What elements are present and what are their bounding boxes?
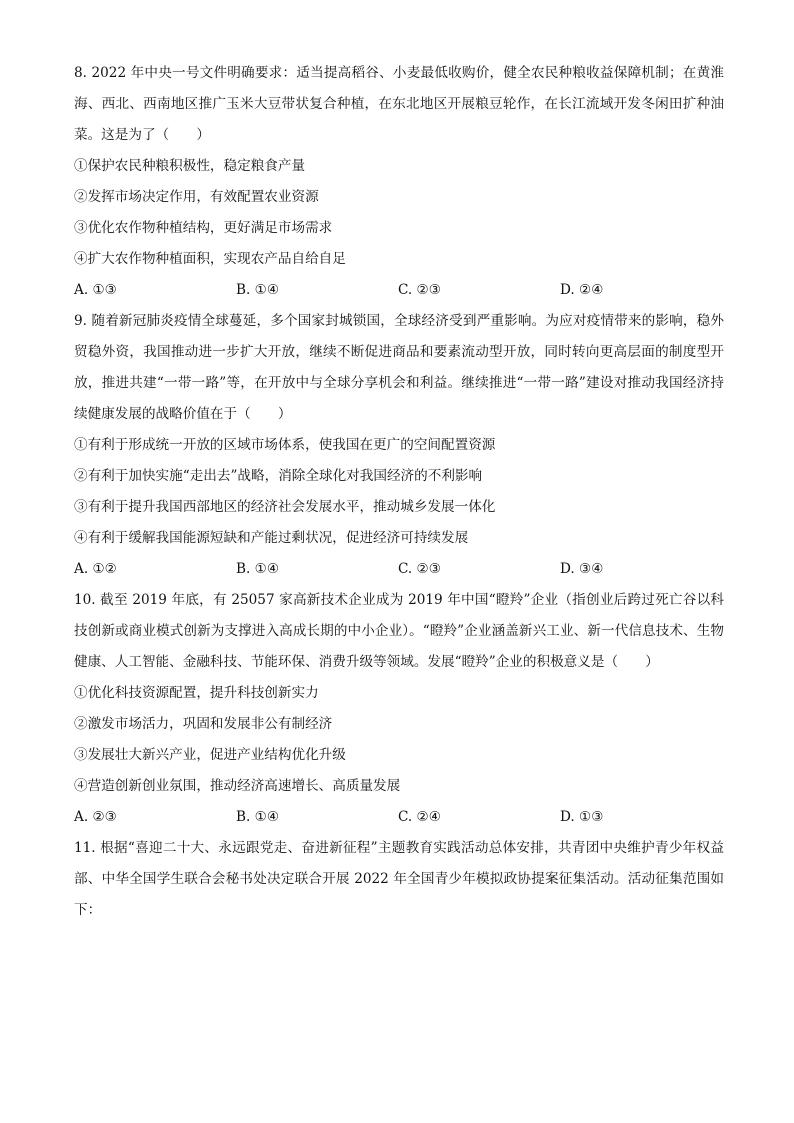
choice-a: A. ①③ bbox=[74, 282, 117, 298]
answer-choices bbox=[74, 554, 724, 585]
choice-a: A. ②③ bbox=[74, 809, 117, 825]
question-9 bbox=[74, 306, 724, 585]
question-stem: 10. 截至 2019 年底，有 25057 家高新技术企业成为 2019 年中国“瞪羚”企业（指创业后跨过死亡谷以科技创新或商业模式创新为支撑进入高成长期的中小企业）。“瞪羚”企业涵盖新兴工业、新一代信息技术、生物健康、人工智能、金融科技、节能环保、消费升级等领域。发展“瞪羚”企业的积极意义是（ ） bbox=[74, 592, 724, 670]
choice-d: D. ①③ bbox=[560, 809, 604, 825]
choice-c: C. ②③ bbox=[398, 561, 441, 577]
statement-option: ③发展壮大新兴产业，促进产业结构优化升级 bbox=[74, 747, 346, 763]
statement-option: ②有利于加快实施“走出去”战略，消除全球化对我国经济的不利影响 bbox=[74, 468, 483, 484]
statement-option: ④扩大农作物种植面积，实现农产品自给自足 bbox=[74, 251, 346, 267]
statement-option: ④营造创新创业氛围，推动经济高速增长、高质量发展 bbox=[74, 778, 401, 794]
exam-page bbox=[74, 58, 724, 926]
choice-b: B. ①④ bbox=[236, 561, 280, 577]
question-stem: 9. 随着新冠肺炎疫情全球蔓延，多个国家封城锁国，全球经济受到严重影响。为应对疫情带来的影响，稳外贸稳外资，我国推动进一步扩大开放，继续不断促进商品和要素流动型开放，同时转向更高层面的制度型开放，推进共建“一带一路”等，在开放中与全球分享机会和利益。继续推进“一带一路”建设对推动我国经济持续健康发展的战略价值在于（ ） bbox=[74, 313, 724, 422]
choice-d: D. ②④ bbox=[560, 282, 604, 298]
statement-option: ①优化科技资源配置，提升科技创新实力 bbox=[74, 685, 319, 701]
question-11 bbox=[74, 833, 724, 926]
statement-option: ①保护农民种粮积极性，稳定粮食产量 bbox=[74, 158, 306, 174]
choice-d: D. ③④ bbox=[560, 561, 604, 577]
statement-option: ③有利于提升我国西部地区的经济社会发展水平，推动城乡发展一体化 bbox=[74, 499, 496, 515]
choice-b: B. ①④ bbox=[236, 282, 280, 298]
choice-c: C. ②③ bbox=[398, 282, 441, 298]
statement-option: ②激发市场活力，巩固和发展非公有制经济 bbox=[74, 716, 333, 732]
choice-c: C. ②④ bbox=[398, 809, 441, 825]
choice-a: A. ①② bbox=[74, 561, 117, 577]
statement-option: ④有利于缓解我国能源短缺和产能过剩状况，促进经济可持续发展 bbox=[74, 530, 469, 546]
question-8 bbox=[74, 58, 724, 306]
question-stem: 8. 2022 年中央一号文件明确要求：适当提高稻谷、小麦最低收购价，健全农民种粮收益保障机制；在黄淮海、西北、西南地区推广玉米大豆带状复合种植，在东北地区开展粮豆轮作，在长江流域开发冬闲田扩种油菜。这是为了（ ） bbox=[74, 65, 724, 143]
question-10 bbox=[74, 585, 724, 833]
statement-option: ①有利于形成统一开放的区域市场体系，使我国在更广的空间配置资源 bbox=[74, 437, 496, 453]
choice-b: B. ①④ bbox=[236, 809, 280, 825]
answer-choices bbox=[74, 275, 724, 306]
question-stem: 11. 根据“喜迎二十大、永远跟党走、奋进新征程”主题教育实践活动总体安排，共青团中央维护青少年权益部、中华全国学生联合会秘书处决定联合开展 2022 年全国青少年模拟政协提案征集活动。活动征集范围如下： bbox=[74, 840, 724, 918]
answer-choices bbox=[74, 802, 724, 833]
statement-option: ③优化农作物种植结构，更好满足市场需求 bbox=[74, 220, 333, 236]
statement-option: ②发挥市场决定作用，有效配置农业资源 bbox=[74, 189, 319, 205]
